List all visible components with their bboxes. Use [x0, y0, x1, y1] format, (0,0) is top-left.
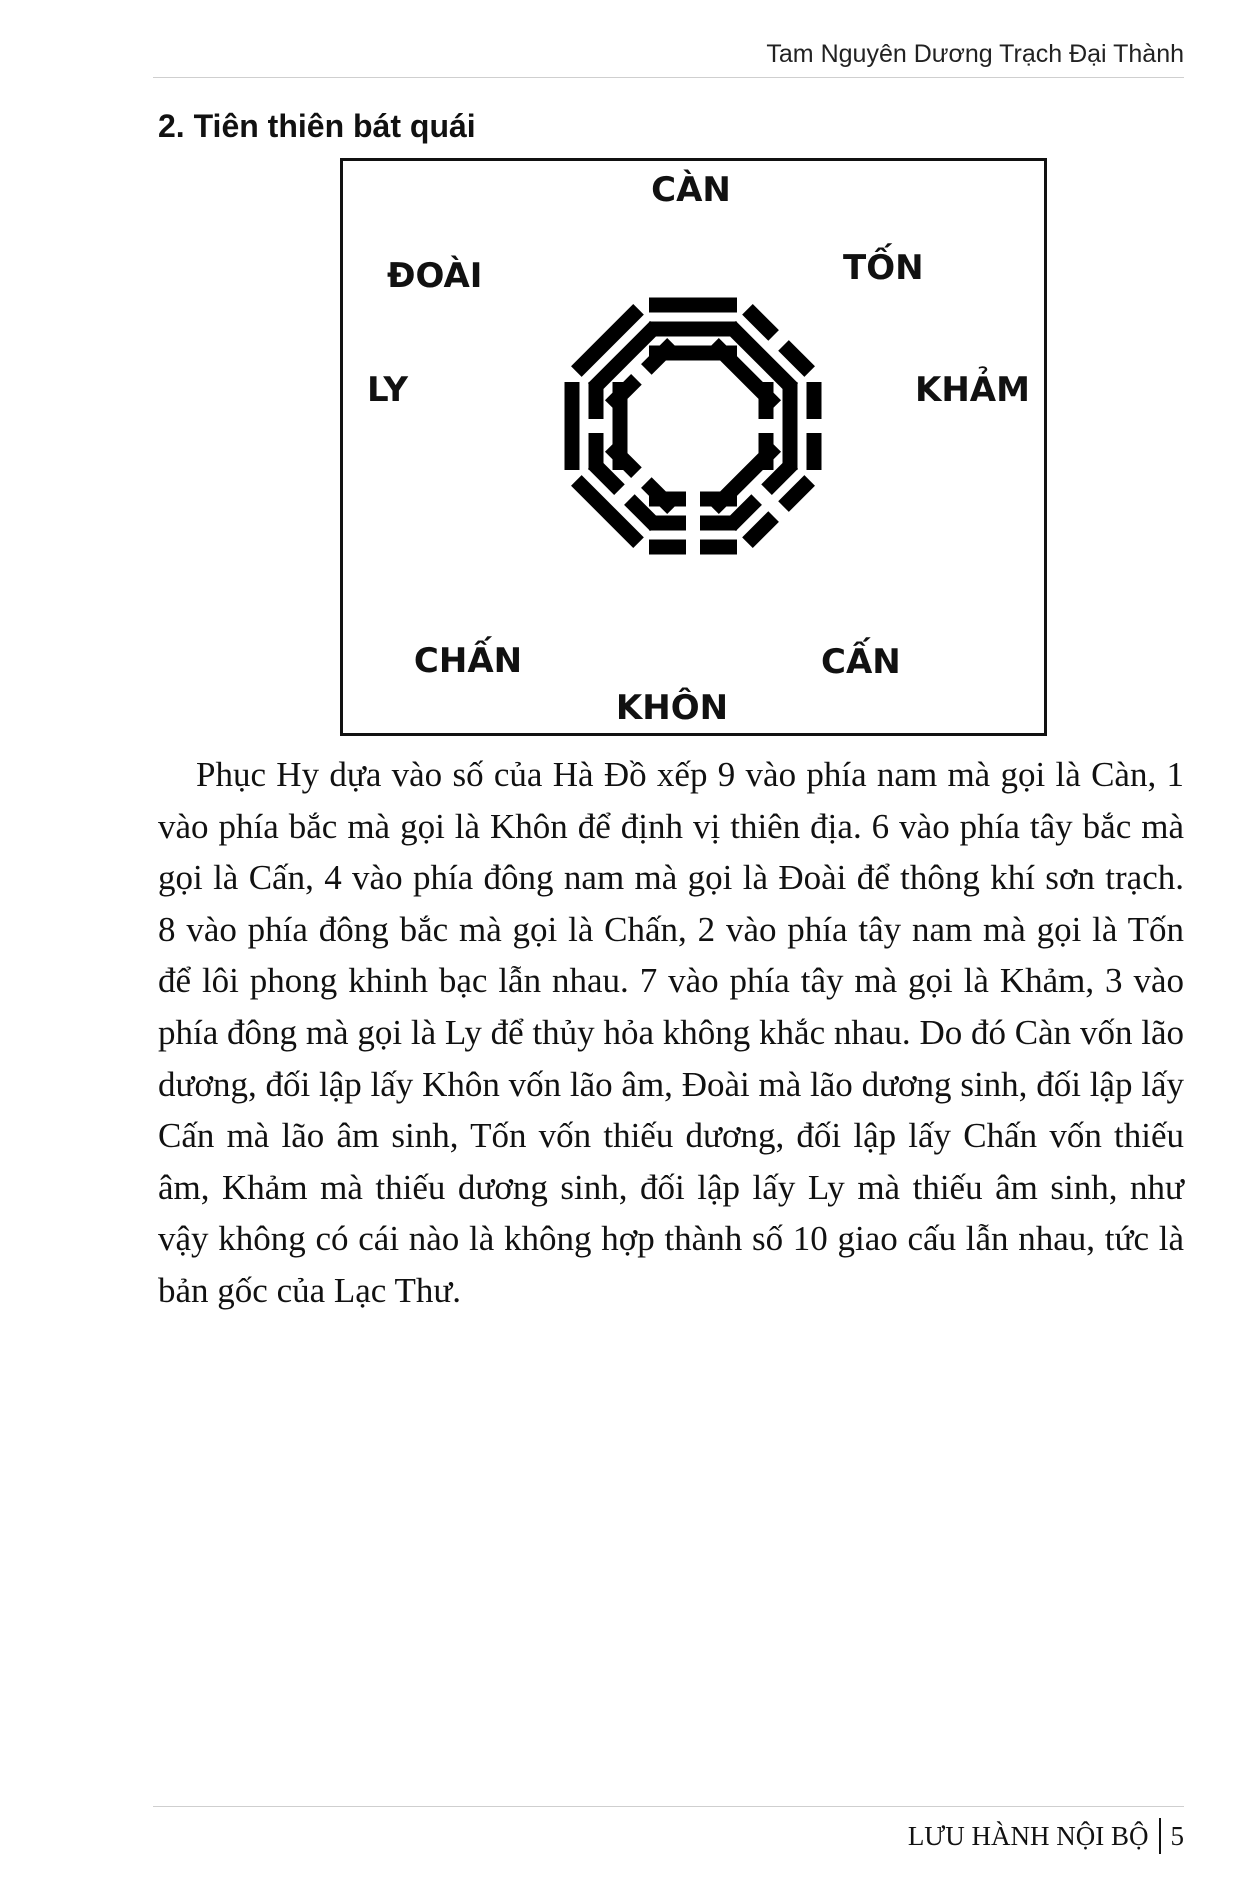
footer-divider: [153, 1806, 1184, 1807]
yin-line-segment: [700, 492, 737, 507]
yin-line-segment: [807, 382, 822, 419]
label-top-left: ĐOÀI: [387, 256, 483, 296]
label-top-right: TỐN: [843, 248, 924, 288]
yang-line: [565, 382, 580, 470]
trigram-top-left: [571, 304, 678, 411]
header-divider: [153, 77, 1184, 78]
yin-line-segment: [759, 382, 774, 419]
yin-line-segment: [589, 433, 604, 470]
label-top: CÀN: [651, 170, 731, 210]
footer-separator: [1159, 1818, 1161, 1854]
yin-line-segment: [700, 516, 737, 531]
section-title: 2. Tiên thiên bát quái: [158, 108, 476, 144]
yin-line-segment: [807, 433, 822, 470]
yin-line-segment: [649, 540, 686, 555]
footer-label: LƯU HÀNH NỘI BỘ: [907, 1820, 1149, 1851]
page-number: 5: [1170, 1820, 1184, 1851]
label-left: LY: [367, 370, 408, 410]
body-paragraph: Phục Hy dựa vào số của Hà Đồ xếp 9 vào phía nam mà gọi là Càn, 1 vào phía bắc mà gọi là Khôn để định vị thiên địa. 6 vào phía tây bắc mà gọi là Cấn, 4 vào phía đông nam mà gọi là Đoài để thông khí sơn trạch. 8 vào phía đông bắc mà gọi là Chấn, 2 vào phía tây nam mà gọi là Tốn để lôi phong khinh bạc lẫn nhau. 7 vào phía tây mà gọi là Khảm, 3 vào phía đông mà gọi là Ly để thủy hỏa không khắc nhau. Do đó Càn vốn lão dương, đối lập lấy Khôn vốn lão âm, Đoài mà lão dương sinh, đối lập lấy Cấn mà lão âm sinh, Tốn vốn thiếu dương, đối lập lấy Chấn vốn thiếu âm, Khảm mà thiếu dương sinh, đối lập lấy Ly mà thiếu âm sinh, như vậy không có cái nào là không hợp thành số 10 giao cấu lẫn nhau, tức là bản gốc của Lạc Thư.: [158, 755, 1184, 1310]
label-bottom: KHÔN: [615, 688, 729, 728]
yang-line: [649, 298, 737, 313]
bagua-diagram: [340, 158, 1047, 736]
label-bottom-right: CẤN: [821, 642, 901, 682]
page-footer: [908, 1818, 1184, 1854]
trigram-group: [565, 298, 822, 555]
label-bottom-left: CHẤN: [413, 641, 523, 681]
yang-line: [783, 382, 798, 470]
label-right: KHẢM: [915, 370, 1030, 410]
bagua-svg: [343, 161, 1044, 733]
yin-line-segment: [700, 540, 737, 555]
yang-line: [649, 322, 737, 337]
running-header: Tam Nguyên Dương Trạch Đại Thành: [766, 40, 1184, 68]
